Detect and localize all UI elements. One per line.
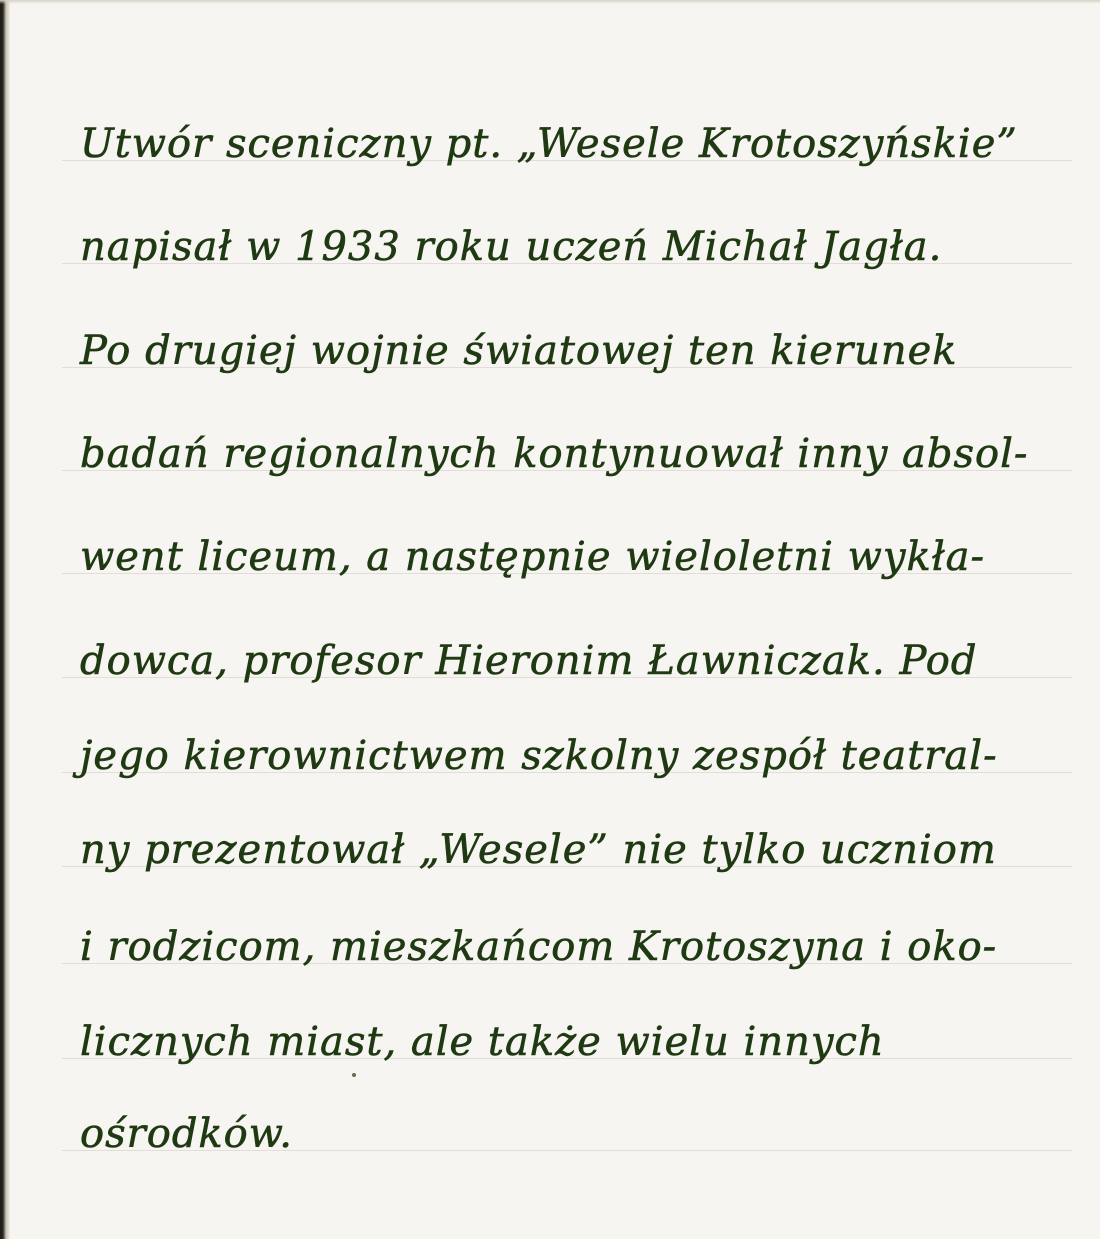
text-line-3: Po drugiej wojnie światowej ten kierunek [80,328,958,374]
text-line-6: dowca, profesor Hieronim Ławniczak. Pod [80,638,978,684]
ink-dot [352,1073,356,1077]
paper-top-shadow [0,0,1100,4]
text-line-11: ośrodków. [80,1111,293,1157]
text-line-1: Utwór sceniczny pt. „Wesele Krotoszyńskie” [80,121,1018,167]
text-line-7: jego kierownictwem szkolny zespół teatral- [80,733,998,779]
text-line-4: badań regionalnych kontynuował inny absol- [80,431,1029,477]
paper-left-edge [0,0,10,1239]
text-line-2: napisał w 1933 roku uczeń Michał Jagła. [80,224,943,270]
text-line-5: went liceum, a następnie wieloletni wykła- [80,534,986,580]
text-line-8: ny prezentował „Wesele” nie tylko uczniom [80,827,997,873]
text-line-9: i rodzicom, mieszkańcom Krotoszyna i oko- [80,924,998,970]
text-line-10: licznych miast, ale także wielu innych [80,1019,885,1065]
